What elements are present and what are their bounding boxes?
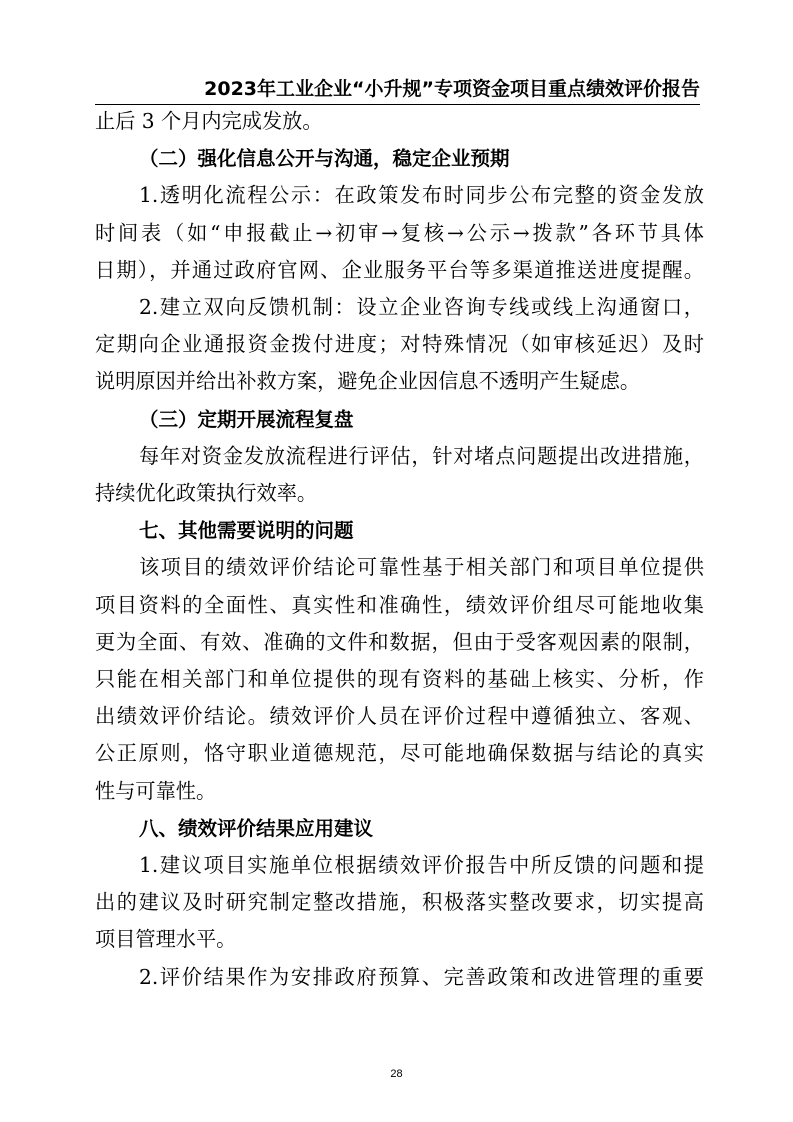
body-text-line: 日期），并通过政府官网、企业服务平台等多渠道推送进度提醒。: [95, 257, 704, 282]
body-text-line: 时间表（如“申报截止→初审→复核→公示→拨款”各环节具体: [95, 220, 704, 245]
body-text-line: 说明原因并给出补救方案，避免企业因信息不透明产生疑虑。: [95, 369, 641, 394]
document-body: [95, 103, 704, 996]
body-text-line: 只能在相关部门和单位提供的现有资料的基础上核实、分析，作: [95, 667, 704, 692]
body-text-line: 项目资料的全面性、真实性和准确性，绩效评价组尽可能地收集: [95, 592, 704, 617]
page-header-title: 2023年工业企业“小升规”专项资金项目重点绩效评价报告: [204, 78, 700, 100]
section-heading: 七、其他需要说明的问题: [139, 519, 354, 543]
section-heading: 八、绩效评价结果应用建议: [139, 816, 374, 840]
body-text-line: 出的建议及时研究制定整改措施，积极落实整改要求，切实提高: [95, 890, 704, 915]
body-text-line: 2.评价结果作为安排政府预算、完善政策和改进管理的重要: [139, 964, 704, 989]
body-text-line: 每年对资金发放流程进行评估，针对堵点问题提出改进措施，: [139, 443, 704, 468]
section-heading: （三）定期开展流程复盘: [139, 407, 354, 431]
body-text-line: 性与可靠性。: [95, 778, 217, 803]
body-text-line: 公正原则，恪守职业道德规范，尽可能地确保数据与结论的真实: [95, 741, 704, 766]
body-text-line: 2.建立双向反馈机制：设立企业咨询专线或线上沟通窗口，: [139, 295, 704, 320]
section-heading: （二）强化信息公开与沟通，稳定企业预期: [139, 147, 510, 171]
body-text-line: 项目管理水平。: [95, 927, 237, 952]
page-number: 28: [390, 1068, 403, 1080]
body-text-line: 1.透明化流程公示：在政策发布时同步公布完整的资金发放: [139, 183, 704, 208]
body-text-line: 该项目的绩效评价结论可靠性基于相关部门和项目单位提供: [139, 555, 704, 580]
body-text-line: 止后 3 个月内完成发放。: [95, 109, 323, 133]
body-text-line: 定期向企业通报资金拨付进度；对特殊情况（如审核延迟）及时: [95, 332, 704, 357]
body-text-line: 1.建议项目实施单位根据绩效评价报告中所反馈的问题和提: [139, 853, 704, 878]
body-text-line: 出绩效评价结论。绩效评价人员在评价过程中遵循独立、客观、: [95, 704, 704, 729]
body-text-line: 更为全面、有效、准确的文件和数据，但由于受客观因素的限制，: [95, 629, 704, 654]
body-text-line: 持续优化政策执行效率。: [95, 481, 318, 506]
